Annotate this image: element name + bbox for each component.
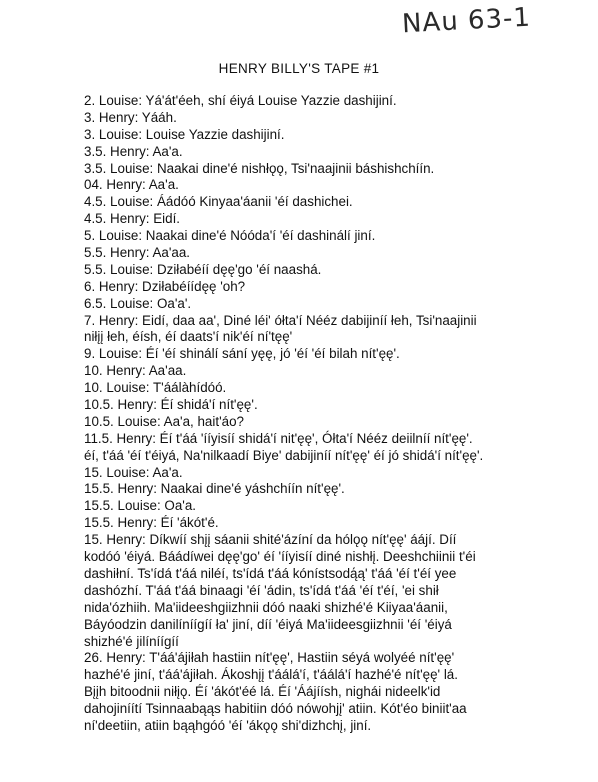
transcript-line: 3. Louise: Louise Yazzie dashijiní. (84, 126, 285, 142)
transcript-line: kodóó 'éiyá. Báádíwei dęę'go' éí 'ííyisíí diné nishłį. Deeshchiinii t'éi (84, 549, 476, 565)
transcript-line: hazhé'é jiní, t'áá'ájiłah. Ákoshįį t'áálá'í, t'áálá'í hazhé'é nít'ęę' lá. (84, 667, 458, 683)
handwritten-catalog-note: NAu 63-1 (401, 2, 532, 40)
transcript-line: Bįįh bitoodnii niłįǫ. Éí 'ákót'éé lá. Éí 'Áájíísh, nighái nideelk'id (84, 684, 441, 700)
transcript-line: 15.5. Henry: Naakai dine'é yáshchíín nít'ęę'. (84, 481, 345, 497)
transcript-line: niłįį łeh, éísh, éí daats'í nik'éí ní'tęę' (84, 329, 293, 345)
transcript-line: 4.5. Louise: Áádóó Kinyaa'áanii 'éí dashichei. (84, 194, 353, 210)
transcript-line: ní'deetiin, atiin bąąhgóó 'éí 'ákǫǫ shi'dizhchį, jiní. (84, 717, 372, 733)
transcript-line: 15. Louise: Aa'a. (84, 464, 183, 480)
transcript-line: 15.5. Louise: Oa'a. (84, 498, 196, 514)
transcript-line: dashiłní. Ts'ídá t'áá niléí, ts'ídá t'áá kónístsodą́ą' t'áá 'éí t'éí yee (84, 565, 457, 581)
transcript-line: 10. Henry: Aa'aa. (84, 363, 187, 379)
transcript-line: 4.5. Henry: Eidí. (84, 211, 181, 227)
transcript-line: 3.5. Louise: Naakai dine'é nishłǫǫ, Tsi'naajinii báshishchíín. (84, 160, 435, 176)
transcript-line: Báyóodzin danilíníígíí ła' jiní, díí 'éiyá Ma'iideesgiizhnii 'éí 'éiyá (84, 616, 452, 632)
transcript-line: 11.5. Henry: Éí t'áá 'ííyisíí shidá'í nit'ęę', Ółta'í Nééz deiilníí nít'ęę'. (84, 430, 473, 446)
transcript-line: 7. Henry: Eidí, daa aa', Diné léi' ółta'í Nééz dabijiníí łeh, Tsi'naajinii (84, 312, 477, 328)
transcript-line: 5.5. Henry: Aa'aa. (84, 245, 191, 261)
transcript-line: 9. Louise: Éí 'éí shinálí sání yęę, jó 'éí 'éí bilah nít'ęę'. (84, 346, 400, 362)
transcript-line: dashózhí. T'áá t'áá binaagi 'éí 'ádin, ts'ídá t'áá 'éí t'éí, 'ei shił (84, 582, 439, 598)
transcript-line: 3. Henry: Yááh. (84, 109, 177, 125)
transcript-line: dahojiníítí Tsinnaabąąs habitiin dóó nówohjį' atiin. Kót'éo biniit'aa (84, 701, 467, 717)
transcript-line: 5. Louise: Naakai dine'é Nóóda'í 'éí dashinálí jiní. (84, 228, 376, 244)
transcript-line: 5.5. Louise: Dziłabéíí dęę'go 'éí naashá. (84, 261, 322, 277)
transcript-line: 10.5. Henry: Éí shidá'í nít'ęę'. (84, 397, 258, 413)
transcript-line: 10. Louise: T'áálàhídóó. (84, 380, 227, 396)
transcript-line: 3.5. Henry: Aa'a. (84, 143, 183, 159)
transcript-line: 15.5. Henry: Éí 'ákót'é. (84, 515, 219, 531)
transcript-line: 15. Henry: Díkwíí shįį sáanii shité'ázíní da hólǫǫ nít'ęę' áájí. Díí (84, 532, 457, 548)
transcript-line: 26. Henry: T'áá'ájiłah hastiin nít'ęę', Hastiin séyá wolyéé nít'ęę' (84, 650, 455, 666)
transcript-line: 04. Henry: Aa'a. (84, 177, 179, 193)
transcript-line: 6. Henry: Dziłabéíídęę 'oh? (84, 278, 246, 294)
transcript-line: 2. Louise: Yá'át'éeh, shí éiyá Louise Yazzie dashijiní. (84, 93, 397, 108)
transcript-body (84, 93, 584, 735)
transcript-line: 10.5. Louise: Aa'a, hait'áo? (84, 413, 244, 429)
document-title: HENRY BILLY'S TAPE #1 (218, 61, 380, 76)
transcript-line: nida'ózhiih. Ma'iideeshgiizhnii dóó naaki shizhé'é Kiiyaa'áanii, (84, 599, 448, 615)
transcript-line: 6.5. Louise: Oa'a'. (84, 295, 192, 311)
transcript-line: éí, t'áá 'éí t'éiyá, Na'nilkaadí Biye' dabijiníí nít'ęę' éí jó shidá'í nít'ęę'. (84, 447, 484, 463)
transcript-line: shizhé'é jilíníígíí (84, 633, 179, 649)
